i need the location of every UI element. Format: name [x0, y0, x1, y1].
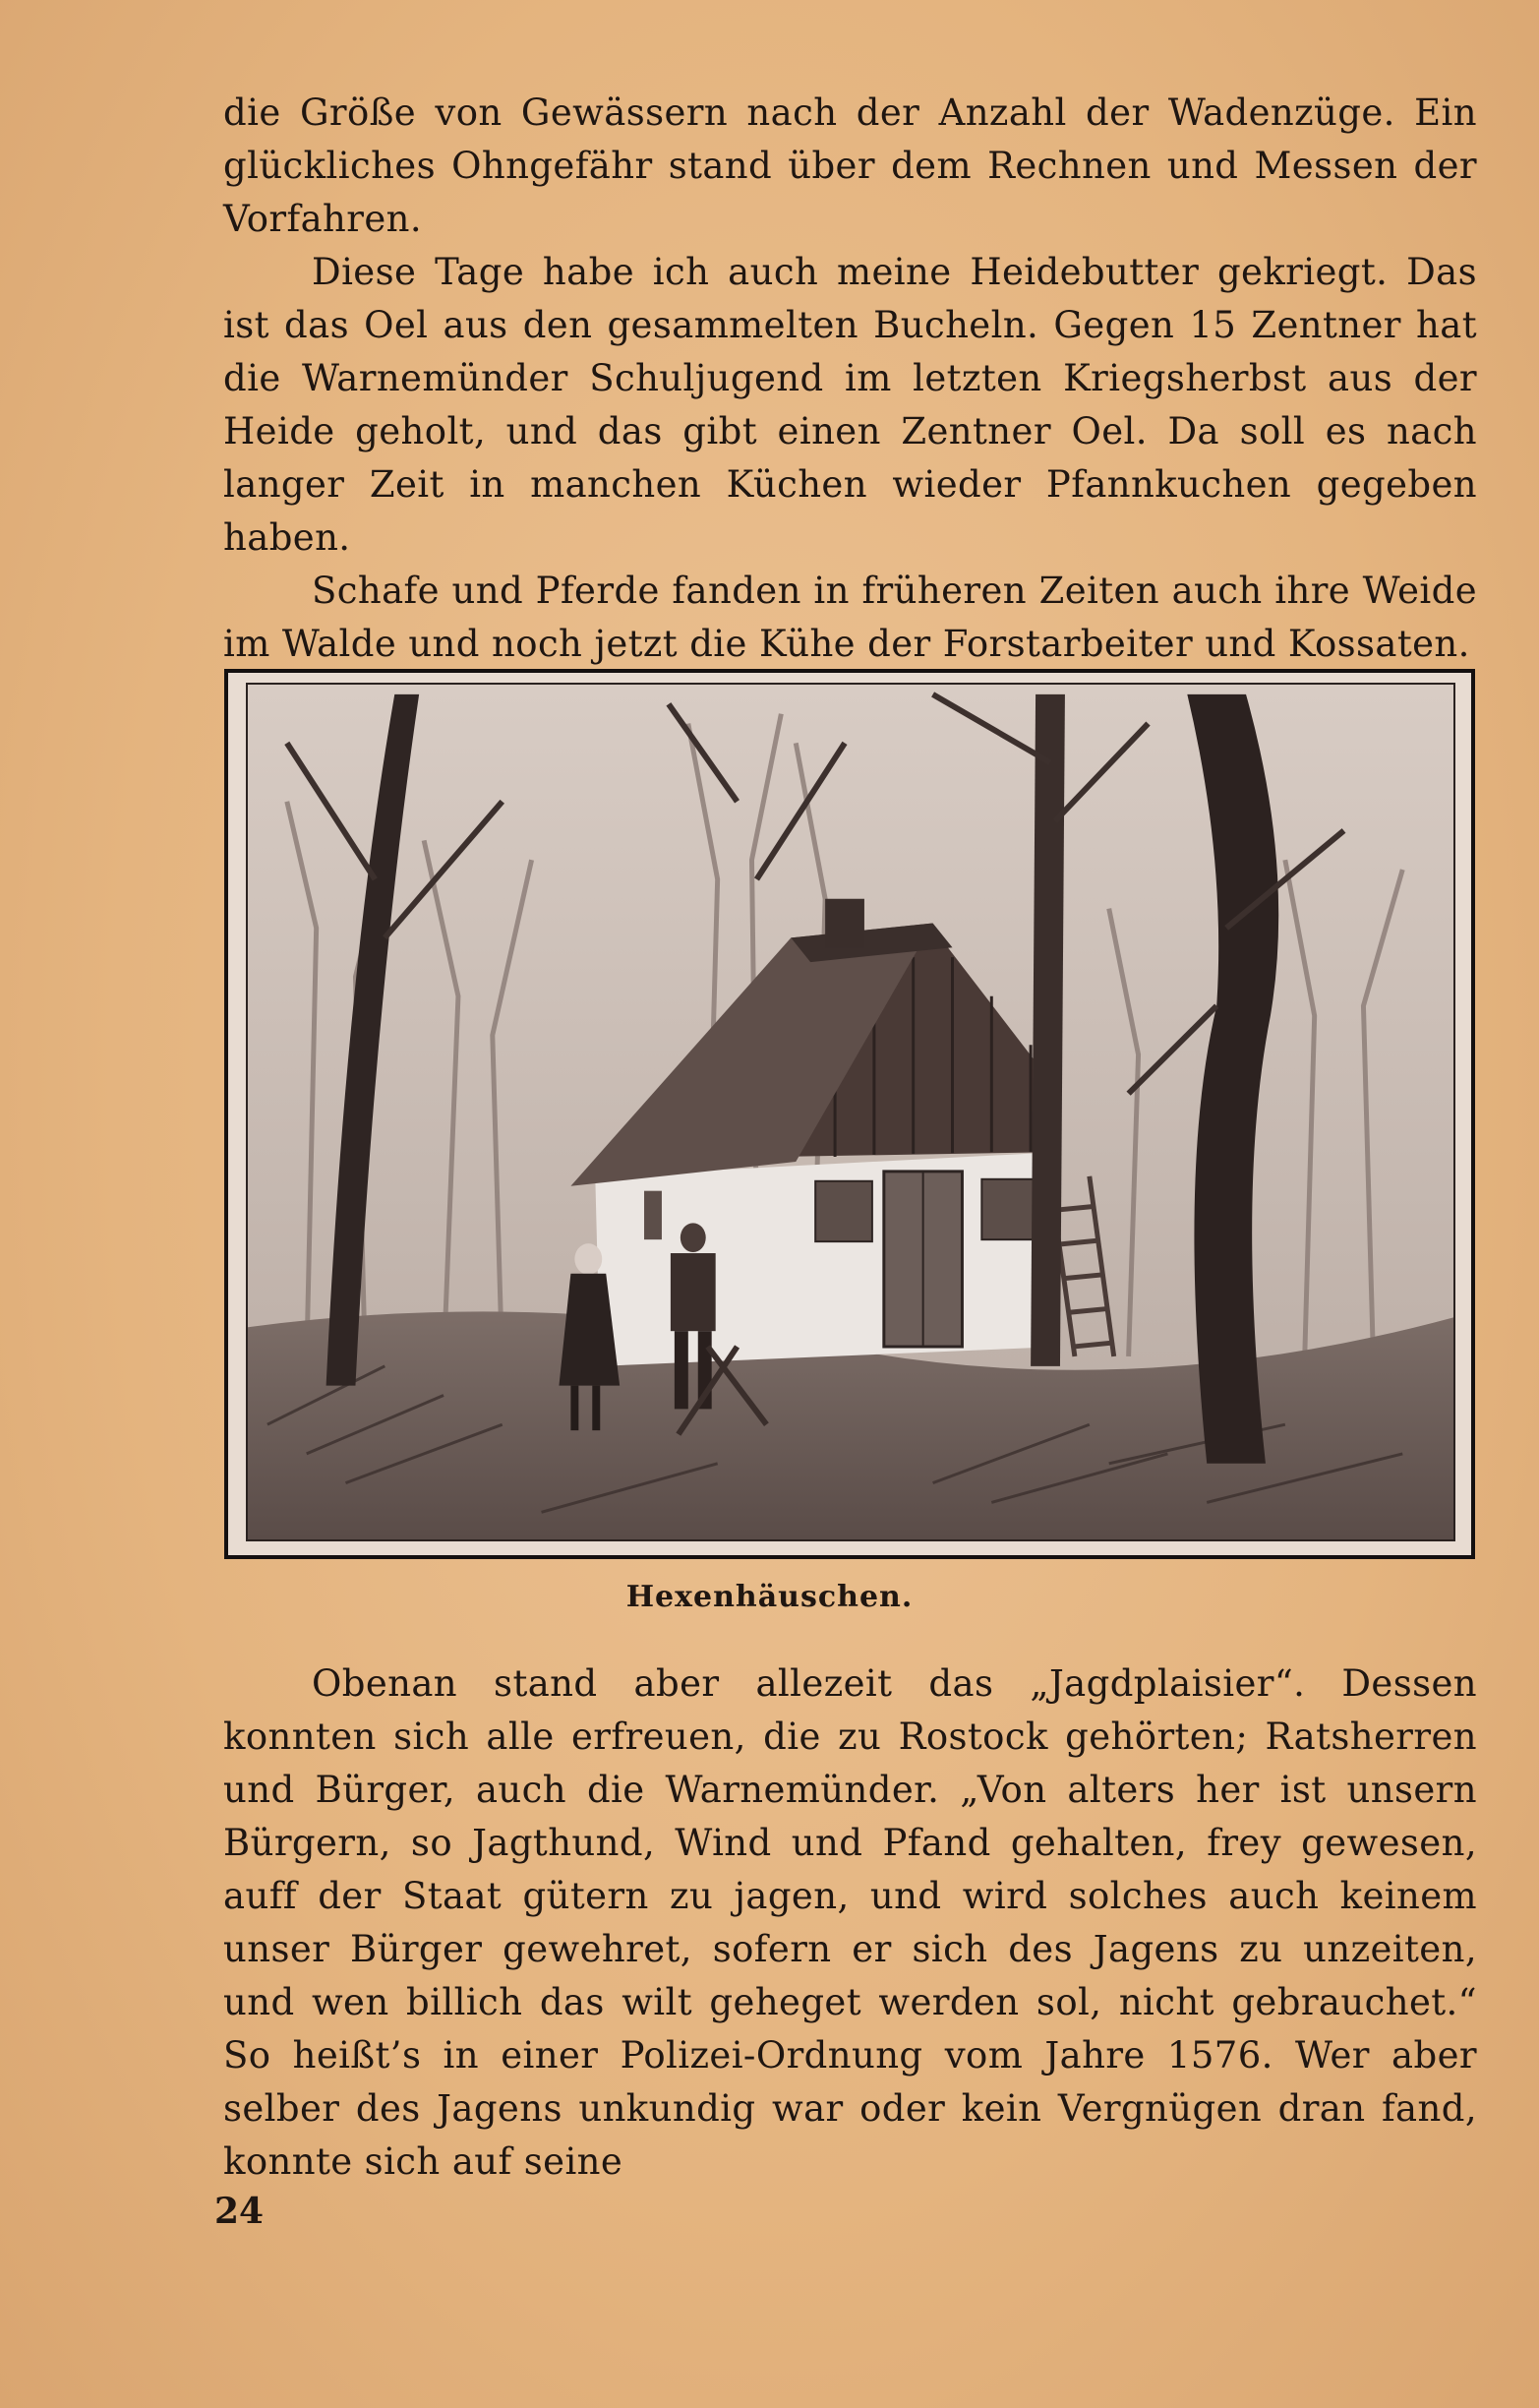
page-number: 24	[214, 2191, 265, 2232]
top-text-block	[223, 87, 1477, 671]
photo-caption: Hexenhäuschen.	[625, 1580, 914, 1614]
paragraph: Obenan stand aber allezeit das „Jagdplaisier“. Dessen konnten sich alle erfreuen, die zu Rostock gehörten; Ratsherren und Bürger, auch die Warnemünder. „Von alters her ist unsern Bürgern, so Jagthund, Wind und Pfand gehalten, frey gewesen, auff der Staat gütern zu jagen, und wird solches auch keinem unser Bürger gewehret, sofern er sich des Jagens zu unzeiten, und wen billich das wilt geheget werden sol, nicht gebrauchet.“ So heißt’s in einer Polizei-Ordnung vom Jahre 1576. Wer aber selber des Jagens unkundig war oder kein Vergnügen dran fand, konnte sich auf seine	[223, 1662, 1477, 2183]
paragraph: die Größe von Gewässern nach der Anzahl der Wadenzüge. Ein glückliches Ohngefähr stand über dem Rechnen und Messen der Vorfahren.	[223, 91, 1477, 240]
paragraph: Diese Tage habe ich auch meine Heidebutter gekriegt. Das ist das Oel aus den gesammelten Bucheln. Gegen 15 Zentner hat die Warnemünder Schuljugend im letzten Kriegsherbst aus der Heide geholt, und das gibt einen Zentner Oel. Da soll es nach langer Zeit in manchen Küchen wieder Pfannkuchen gegeben haben.	[223, 251, 1477, 559]
cottage-photo-illustration	[248, 685, 1453, 1539]
photo-frame	[224, 669, 1475, 1559]
paragraph: Schafe und Pferde fanden in früheren Zeiten auch ihre Weide im Walde und noch jetzt die Kühe der Forstarbeiter und Kossaten.	[223, 570, 1477, 665]
photo	[246, 683, 1455, 1541]
bottom-text-block	[223, 1657, 1477, 2189]
